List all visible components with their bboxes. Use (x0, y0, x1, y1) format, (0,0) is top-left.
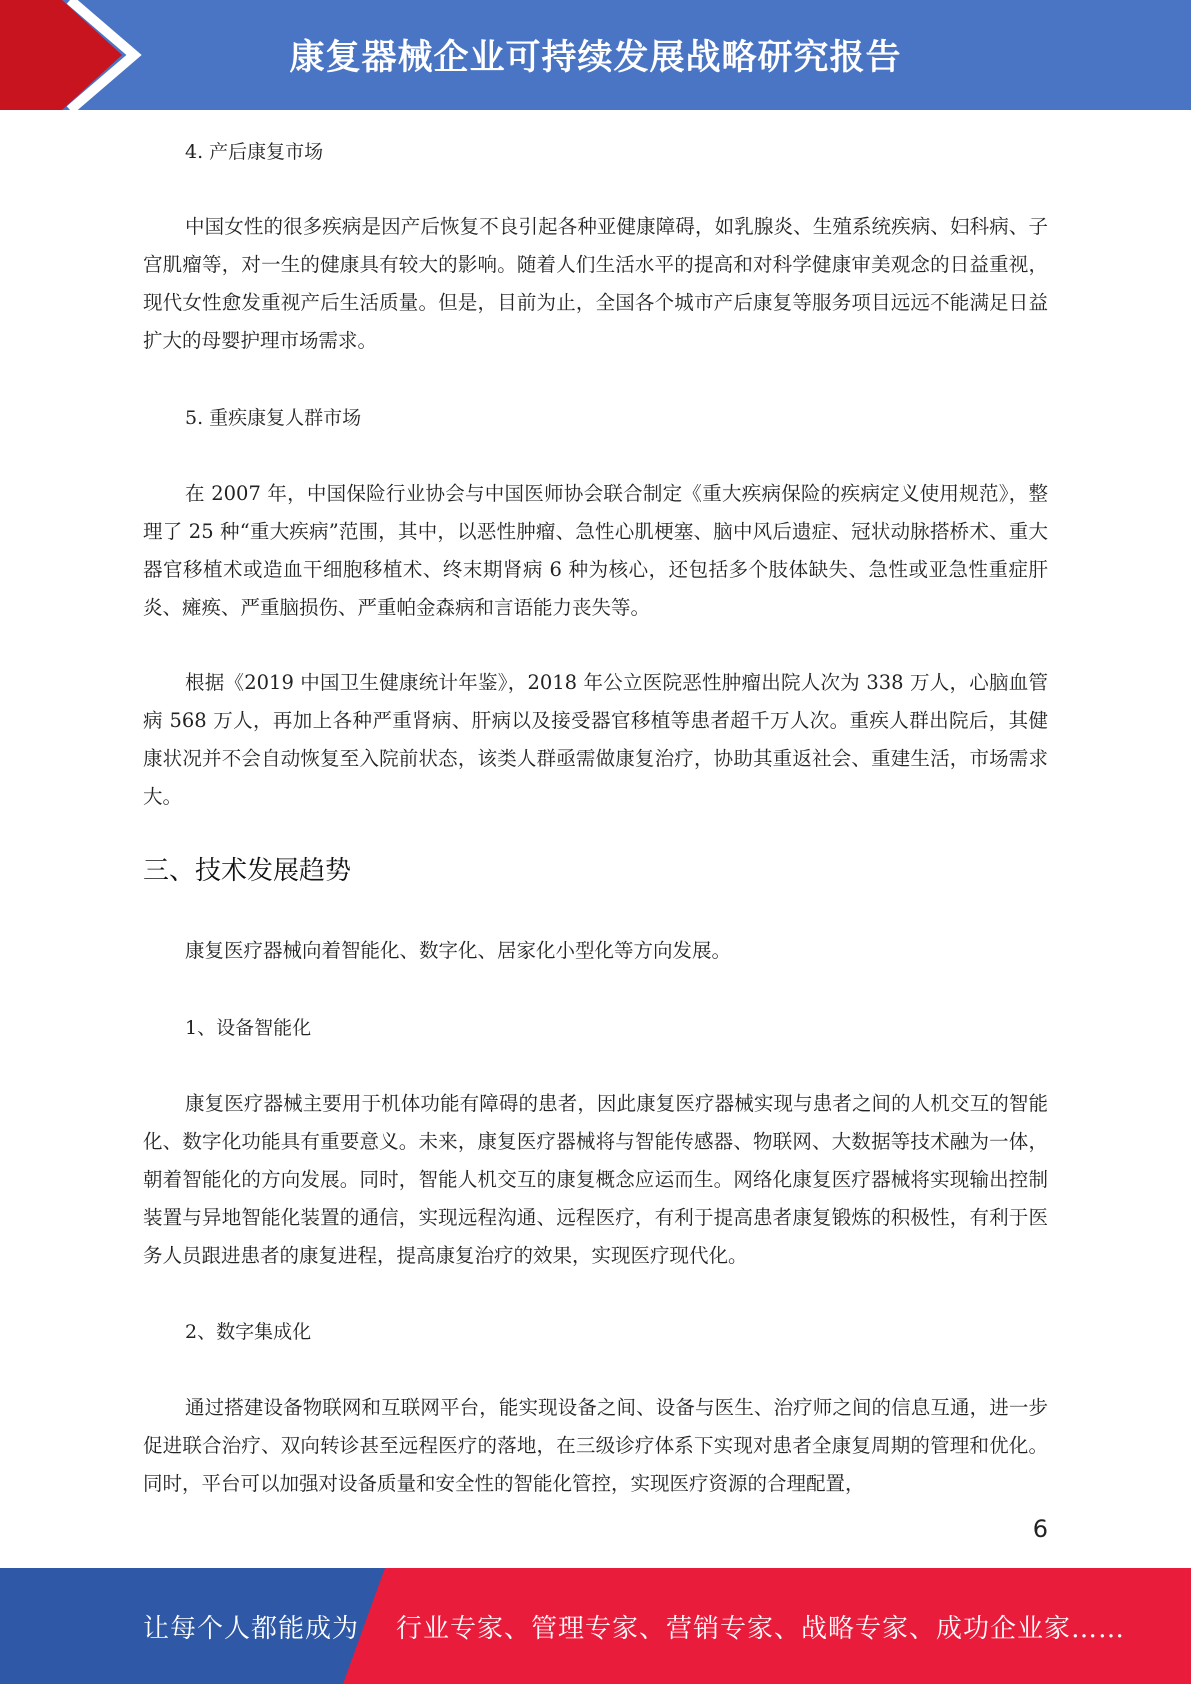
paragraph-critical-illness-2: 根据《2019 中国卫生健康统计年鉴》，2018 年公立医院恶性肿瘤出院人次为 338 万人，心脑血管病 568 万人，再加上各种严重肾病、肝病以及接受器官移植等患者超千万人次。重疾人群出院后，其健康状况并不会自动恢复至入院前状态，该类人群亟需做康复治疗，协助其重返社会、重建生活，市场需求大。 (143, 671, 1048, 808)
page-header (0, 0, 1191, 110)
report-title: 康复器械企业可持续发展战略研究报告 (289, 38, 902, 78)
paragraph-digital-integration: 通过搭建设备物联网和互联网平台，能实现设备之间、设备与医生、治疗师之间的信息互通，进一步促进联合治疗、双向转诊甚至远程医疗的落地，在三级诊疗体系下实现对患者全康复周期的管理和优化。同时，平台可以加强对设备质量和安全性的智能化管控，实现医疗资源的合理配置， (143, 1396, 1048, 1495)
paragraph-postpartum: 中国女性的很多疾病是因产后恢复不良引起各种亚健康障碍，如乳腺炎、生殖系统疾病、妇科病、子宫肌瘤等，对一生的健康具有较大的影响。随着人们生活水平的提高和对科学健康审美观念的日益重视，现代女性愈发重视产后生活质量。但是，目前为止，全国各个城市产后康复等服务项目远远不能满足日益扩大的母婴护理市场需求。 (143, 215, 1048, 352)
paragraph-critical-illness-1: 在 2007 年，中国保险行业协会与中国医师协会联合制定《重大疾病保险的疾病定义使用规范》，整理了 25 种“重大疾病”范围，其中，以恶性肿瘤、急性心肌梗塞、脑中风后遗症、冠状动脉搭桥术、重大器官移植术或造血干细胞移植术、终末期肾病 6 种为核心，还包括多个肢体缺失、急性或亚急性重症肝炎、瘫痪、严重脑损伤、严重帕金森病和言语能力丧失等。 (143, 482, 1048, 619)
header-arrow-decoration (0, 0, 160, 110)
page-number: 6 (1032, 1515, 1048, 1543)
subsection-heading-4: 4. 产后康复市场 (185, 141, 324, 163)
paragraph-intelligent-devices: 康复医疗器械主要用于机体功能有障碍的患者，因此康复医疗器械实现与患者之间的人机交互的智能化、数字化功能具有重要意义。未来，康复医疗器械将与智能传感器、物联网、大数据等技术融为一体，朝着智能化的方向发展。同时，智能人机交互的康复概念应运而生。网络化康复医疗器械将实现输出控制装置与异地智能化装置的通信，实现远程沟通、远程医疗，有利于提高患者康复锻炼的积极性，有利于医务人员跟进患者的康复进程，提高康复治疗的效果，实现医疗现代化。 (143, 1092, 1048, 1267)
subsection-heading-5: 5. 重疾康复人群市场 (185, 407, 362, 429)
subsection-heading-intelligent: 1、设备智能化 (185, 1017, 312, 1039)
footer-slogan-right: 行业专家、管理专家、营销专家、战略专家、成功企业家…… (396, 1613, 1126, 1644)
subsection-heading-digital: 2、数字集成化 (185, 1321, 312, 1343)
footer-slogan-left: 让每个人都能成为 (143, 1613, 360, 1644)
page-footer (0, 1568, 1191, 1684)
section-heading-tech-trends: 三、技术发展趋势 (143, 856, 352, 886)
paragraph-tech-intro: 康复医疗器械向着智能化、数字化、居家化小型化等方向发展。 (185, 939, 732, 962)
